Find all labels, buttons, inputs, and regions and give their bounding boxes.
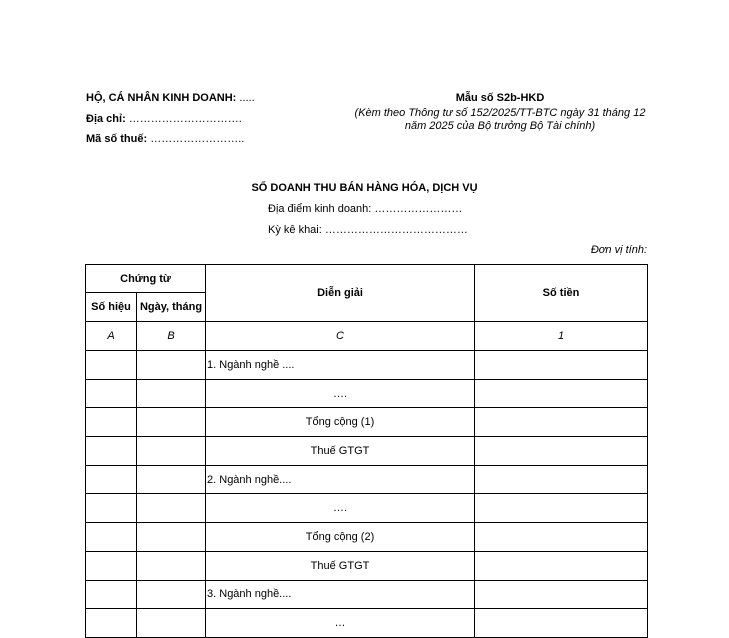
business-name-label: HỘ, CÁ NHÂN KINH DOANH: [86,92,237,104]
voucher-number-cell [86,551,137,580]
voucher-date-cell [137,351,206,380]
table-row [86,494,648,523]
table-row [86,379,648,408]
document-title: SỔ DOANH THU BÁN HÀNG HÓA, DỊCH VỤ [251,182,478,194]
business-name-line [86,92,255,104]
business-name-value: ..... [239,92,255,104]
voucher-date-header: Ngày, tháng [137,293,206,322]
voucher-date-cell [137,609,206,638]
period-label: Kỳ kê khai: [268,224,322,236]
table-row [86,437,648,466]
amount-cell [475,465,648,494]
business-address-line [86,113,242,125]
voucher-number-cell [86,609,137,638]
amount-cell [475,437,648,466]
voucher-group-header: Chứng từ [86,265,206,293]
voucher-date-cell [137,379,206,408]
unit-label: Đơn vị tính: [590,244,647,256]
amount-cell [475,408,648,437]
description-cell: … [206,609,475,638]
amount-cell [475,494,648,523]
column-code-row [86,322,648,351]
table-row [86,580,648,609]
form-note-line-2: năm 2025 của Bộ trưởng Bộ Tài chính) [404,120,596,132]
code-amount: 1 [475,322,648,351]
voucher-date-cell [137,408,206,437]
declaration-period-line [268,224,468,236]
table-row [86,523,648,552]
table-row [86,609,648,638]
voucher-number-cell [86,379,137,408]
location-label: Địa điểm kinh doanh: [268,203,372,215]
address-label: Địa chỉ: [86,113,126,125]
address-value: …………………………. [128,113,242,125]
description-header: Diễn giải [206,265,475,322]
voucher-number-cell [86,437,137,466]
voucher-date-cell [137,437,206,466]
voucher-date-cell [137,580,206,609]
form-number: Mẫu số S2b-HKD [455,92,545,104]
tax-code-line [86,133,244,145]
voucher-number-cell [86,465,137,494]
description-cell: Thuế GTGT [206,551,475,580]
revenue-ledger-table [85,264,648,638]
amount-cell [475,351,648,380]
description-cell: 2. Ngành nghề.... [206,465,475,494]
table-row [86,465,648,494]
code-voucher-date: B [137,322,206,351]
description-cell: Tổng cộng (1) [206,408,475,437]
amount-header: Số tiền [475,265,648,322]
description-cell: Tổng cộng (2) [206,523,475,552]
voucher-date-cell [137,494,206,523]
amount-cell [475,551,648,580]
voucher-number-cell [86,580,137,609]
voucher-number-header: Số hiệu [86,293,137,322]
voucher-date-cell [137,551,206,580]
voucher-number-cell [86,351,137,380]
amount-cell [475,523,648,552]
amount-cell [475,580,648,609]
voucher-date-cell [137,465,206,494]
form-reference-block [350,92,650,134]
description-cell: …. [206,379,475,408]
description-cell: 1. Ngành nghề .... [206,351,475,380]
location-value: …………………… [374,203,463,215]
voucher-number-cell [86,408,137,437]
table-row [86,408,648,437]
tax-code-label: Mã số thuế: [86,133,148,145]
period-value: ………………………………… [324,224,468,236]
description-cell: 3. Ngành nghề.... [206,580,475,609]
form-note-line-1: (Kèm theo Thông tư số 152/2025/TT-BTC ngày 31 tháng 12 [354,106,646,119]
voucher-number-cell [86,523,137,552]
table-row [86,551,648,580]
table-row [86,351,648,380]
voucher-date-cell [137,523,206,552]
voucher-number-cell [86,494,137,523]
tax-code-value: …………………….. [150,133,245,145]
business-location-line [268,203,462,215]
amount-cell [475,609,648,638]
description-cell: …. [206,494,475,523]
amount-cell [475,379,648,408]
code-voucher-number: A [86,322,137,351]
description-cell: Thuế GTGT [206,437,475,466]
table-header-row-1 [86,265,648,293]
code-description: C [206,322,475,351]
